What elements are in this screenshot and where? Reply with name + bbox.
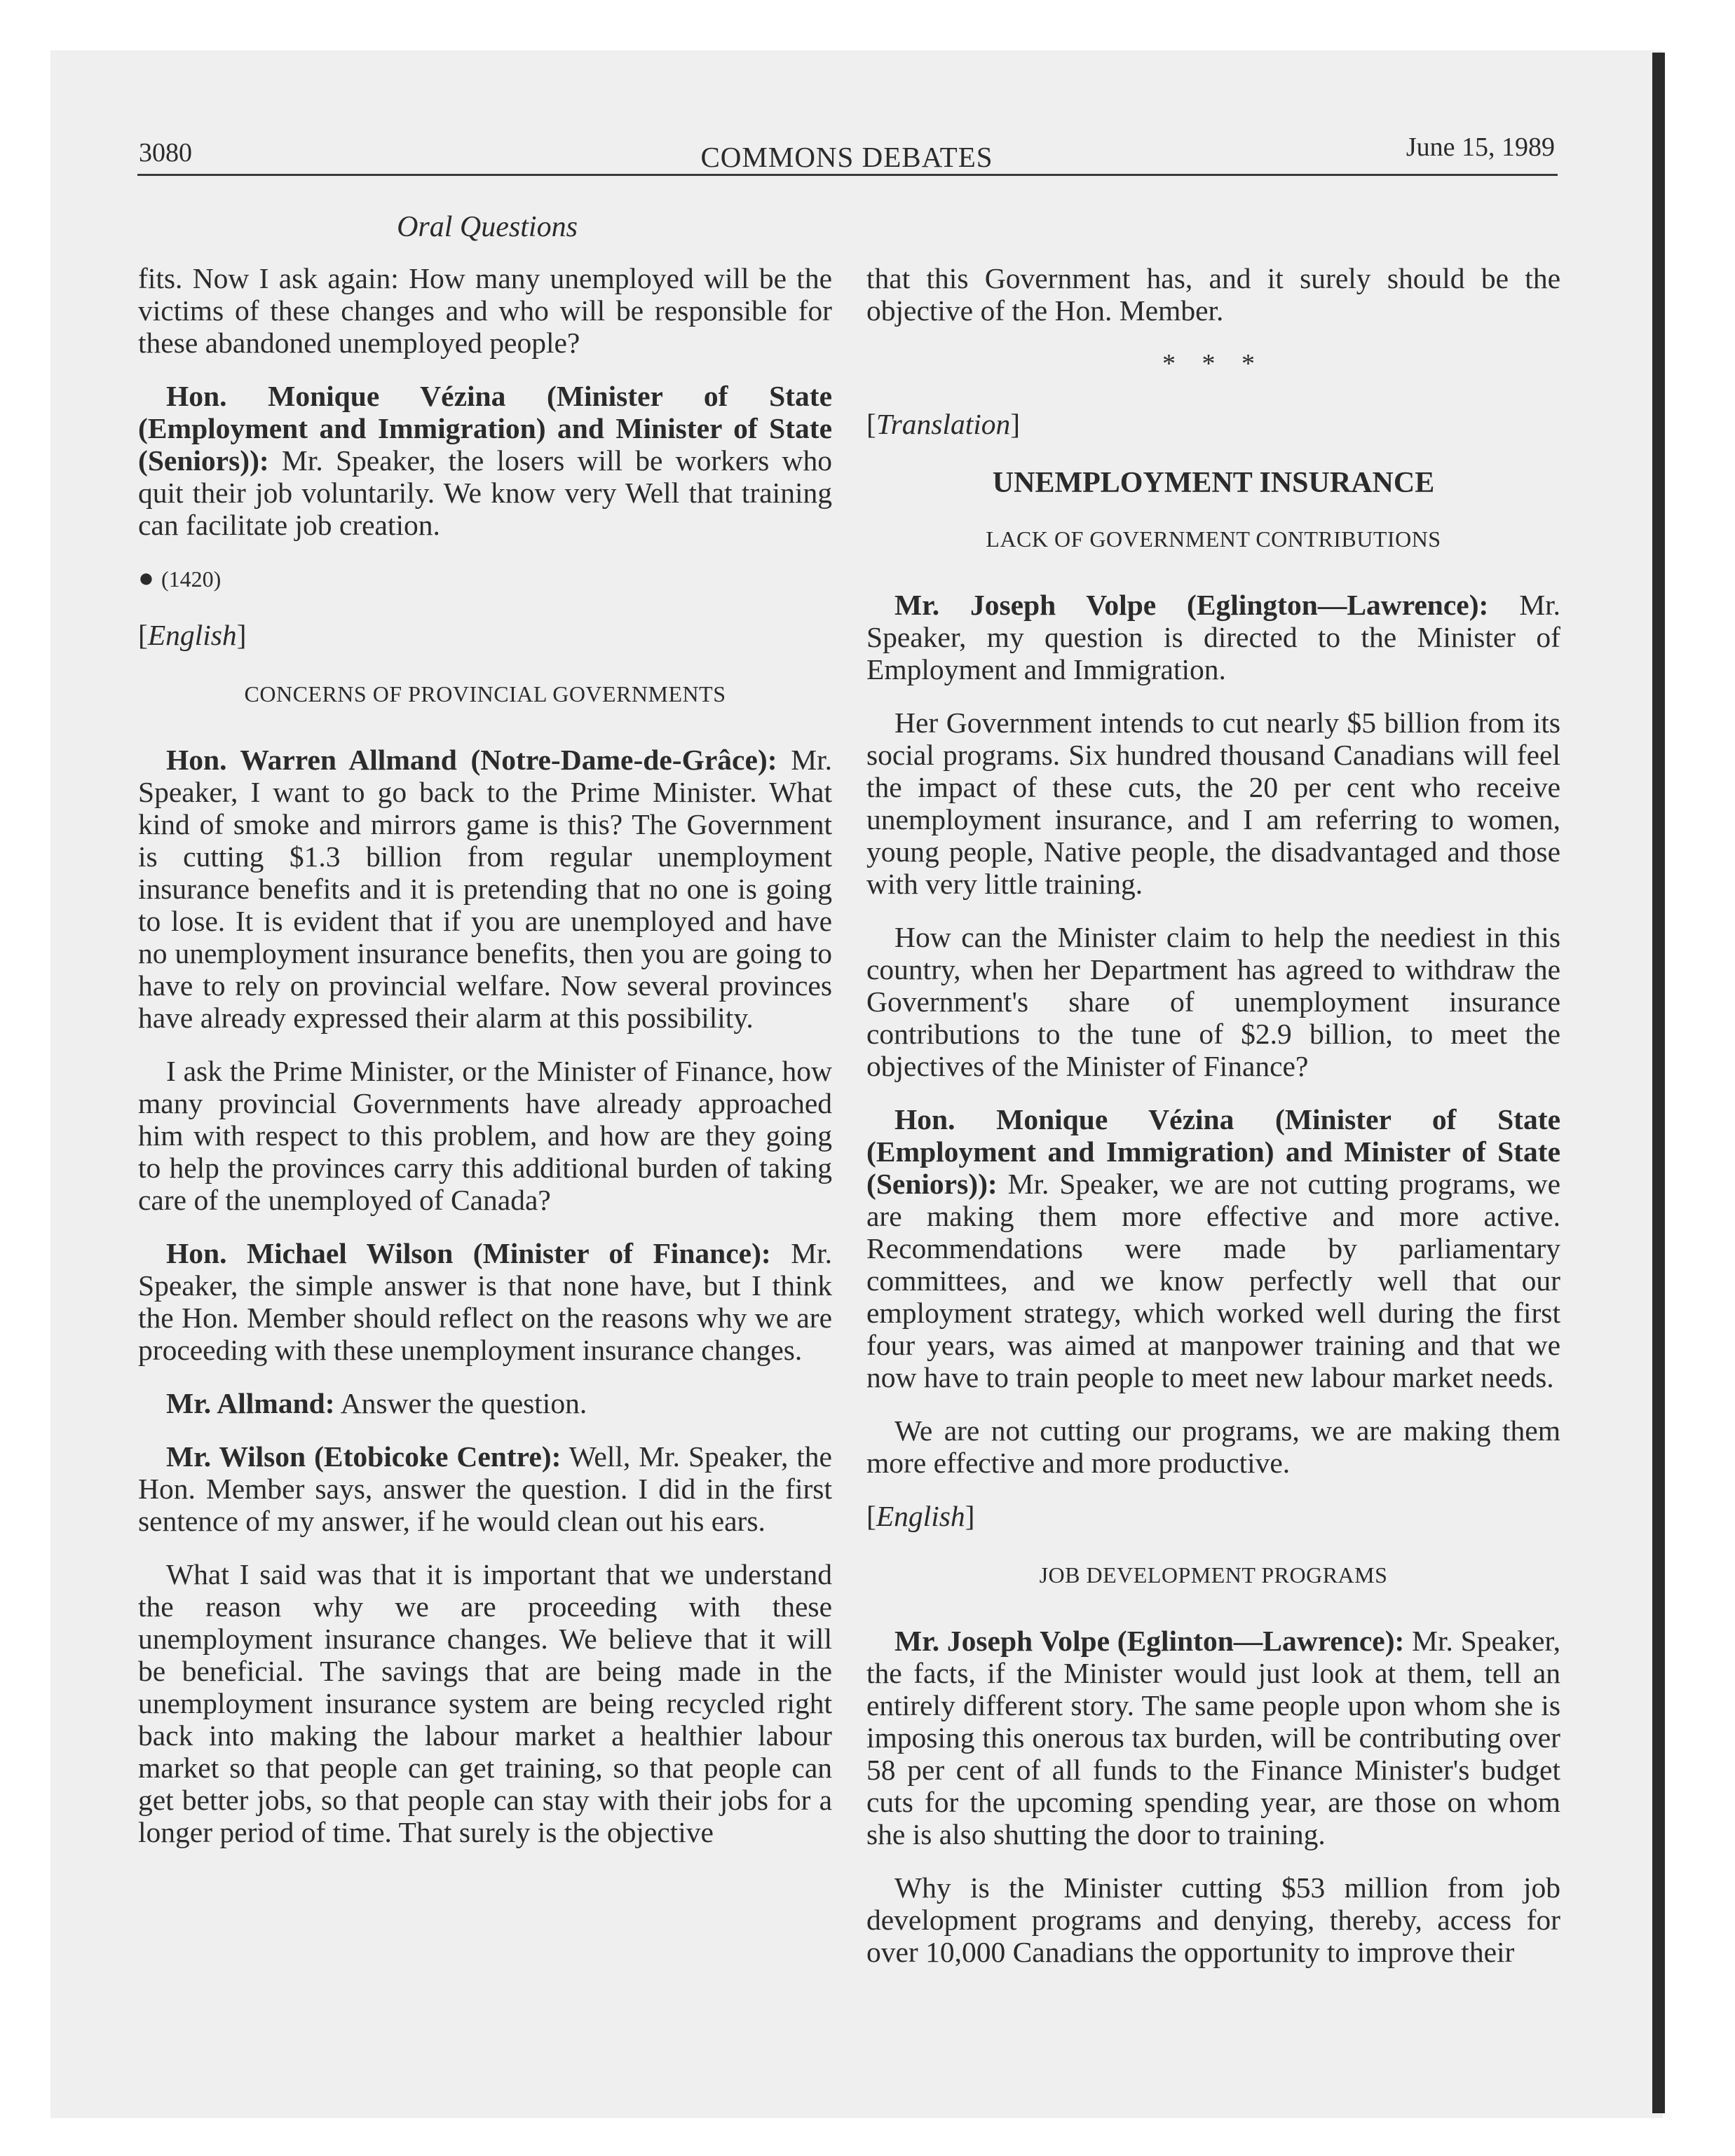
speaker-name: Mr. Joseph Volpe (Eglington—Lawrence):: [894, 589, 1489, 621]
section-tag: Oral Questions: [397, 211, 578, 243]
page-header: [139, 132, 1555, 174]
speaker-name: Mr. Joseph Volpe (Eglinton—Lawrence):: [894, 1625, 1405, 1657]
paragraph: We are not cutting our programs, we are making them more effective and more productive.: [866, 1414, 1560, 1479]
publication-date: June 15, 1989: [1406, 132, 1555, 162]
time-marker: [138, 562, 832, 595]
paragraph: Her Government intends to cut nearly $5 billion from its social programs. Six hundred thousand Canadians will feel the impact of these cuts, the 20 per cent who receive unemployment insurance, and I am referring to women, young people, Native people, the disadvantaged and those with very little training.: [866, 707, 1560, 900]
speech-text: Mr. Speaker, the losers will be workers who quit their job voluntarily. We know very Well that training can facilitate job creation.: [138, 444, 832, 541]
language-marker: [English]: [138, 619, 247, 651]
paragraph: [866, 589, 1560, 685]
language-marker: [English]: [866, 1500, 975, 1532]
paragraph: [866, 1625, 1560, 1850]
publication-title: COMMONS DEBATES: [700, 141, 993, 173]
page-number: 3080: [139, 138, 192, 168]
right-column: [866, 262, 1560, 1989]
subheading: CONCERNS OF PROVINCIAL GOVERNMENTS: [244, 681, 726, 707]
paragraph: [138, 1387, 832, 1419]
paragraph: [138, 380, 832, 541]
paragraph: How can the Minister claim to help the neediest in this country, when her Department has agreed to withdraw the Government's share of unemployment insurance contributions to the tune of $2.9 billion, to meet the objectives of the Minister of Finance?: [866, 921, 1560, 1082]
subheading: LACK OF GOVERNMENT CONTRIBUTIONS: [986, 526, 1441, 552]
speech-text: Mr. Speaker, we are not cutting programs, we are making them more effective and more active. Recommendations were made by parliamentary committees, and we know perfectly well that our employment strategy, which worked well during the first four years, was aimed at manpower training and that we now have to train people to meet new labour market needs.: [866, 1168, 1560, 1393]
header-rule: [137, 174, 1558, 176]
speaker-name: Hon. Monique Vézina (Minister of State (Employment and Immigration) and Minister of State (Seniors)):: [138, 380, 832, 477]
language-label: Translation: [876, 408, 1011, 440]
speech-text: Mr. Speaker, the facts, if the Minister would just look at them, tell an entirely different story. The same people upon whom she is imposing this onerous tax burden, will be contributing over 58 per cent of all funds to the Finance Minister's budget cuts for the upcoming spending year, are those on whom she is also shutting the door to training.: [866, 1625, 1560, 1850]
paragraph: that this Government has, and it surely should be the objective of the Hon. Member.: [866, 262, 1560, 327]
main-heading: UNEMPLOYMENT INSURANCE: [992, 467, 1435, 499]
section-separator: * * *: [1162, 349, 1265, 378]
speech-text: Answer the question.: [334, 1387, 587, 1419]
paragraph: [866, 1103, 1560, 1393]
speaker-name: Hon. Warren Allmand (Notre-Dame-de-Grâce):: [166, 744, 777, 776]
bullet-icon: ●: [138, 564, 154, 593]
speaker-name: Hon. Monique Vézina (Minister of State (Employment and Immigration) and Minister of State (Seniors)):: [866, 1103, 1560, 1200]
paragraph: What I said was that it is important that we understand the reason why we are proceeding with these unemployment insurance changes. We believe that it will be beneficial. The savings that are being made in the unemployment insurance system are being recycled right back into making the labour market a healthier labour market so that people can get training, so that people can get better jobs, so that people can stay with their jobs for a longer period of time. That surely is the objective: [138, 1558, 832, 1848]
paragraph: [138, 1440, 832, 1537]
language-label: English: [147, 619, 237, 651]
paragraph: fits. Now I ask again: How many unemployed will be the victims of these changes and who will be responsible for these abandoned unemployed people?: [138, 262, 832, 359]
speech-text: Mr. Speaker, the simple answer is that none have, but I think the Hon. Member should reflect on the reasons why we are proceeding with these unemployment insurance changes.: [138, 1237, 832, 1366]
speech-text: Mr. Speaker, I want to go back to the Prime Minister. What kind of smoke and mirrors game is this? The Government is cutting $1.3 billion from regular unemployment insurance benefits and it is pretending that no one is going to lose. It is evident that if you are unemployed and have no unemployment insurance benefits, then you are going to have to rely on provincial welfare. Now several provinces have already expressed their alarm at this possibility.: [138, 744, 832, 1034]
paragraph: [138, 1237, 832, 1366]
subheading: JOB DEVELOPMENT PROGRAMS: [1039, 1562, 1388, 1588]
paragraph: Why is the Minister cutting $53 million from job development programs and denying, thereby, access for over 10,000 Canadians the opportunity to improve their: [866, 1871, 1560, 1968]
language-marker: [Translation]: [866, 408, 1021, 440]
speaker-name: Mr. Wilson (Etobicoke Centre):: [166, 1440, 562, 1473]
paragraph: [138, 744, 832, 1034]
paragraph: I ask the Prime Minister, or the Minister of Finance, how many provincial Governments have already approached him with respect to this problem, and how are they going to help the provinces carry this additional burden of taking care of the unemployed of Canada?: [138, 1055, 832, 1216]
speaker-name: Mr. Allmand:: [166, 1387, 335, 1419]
left-column: [138, 262, 832, 1869]
speech-text: Well, Mr. Speaker, the Hon. Member says, answer the question. I did in the first sentence of my answer, if he would clean out his ears.: [138, 1440, 832, 1537]
scan-edge-shadow: [1652, 53, 1665, 2113]
language-label: English: [876, 1500, 965, 1532]
speech-text: Mr. Speaker, my question is directed to the Minister of Employment and Immigration.: [866, 589, 1560, 685]
speaker-name: Hon. Michael Wilson (Minister of Finance):: [166, 1237, 771, 1269]
time-marker-text: (1420): [161, 566, 222, 592]
